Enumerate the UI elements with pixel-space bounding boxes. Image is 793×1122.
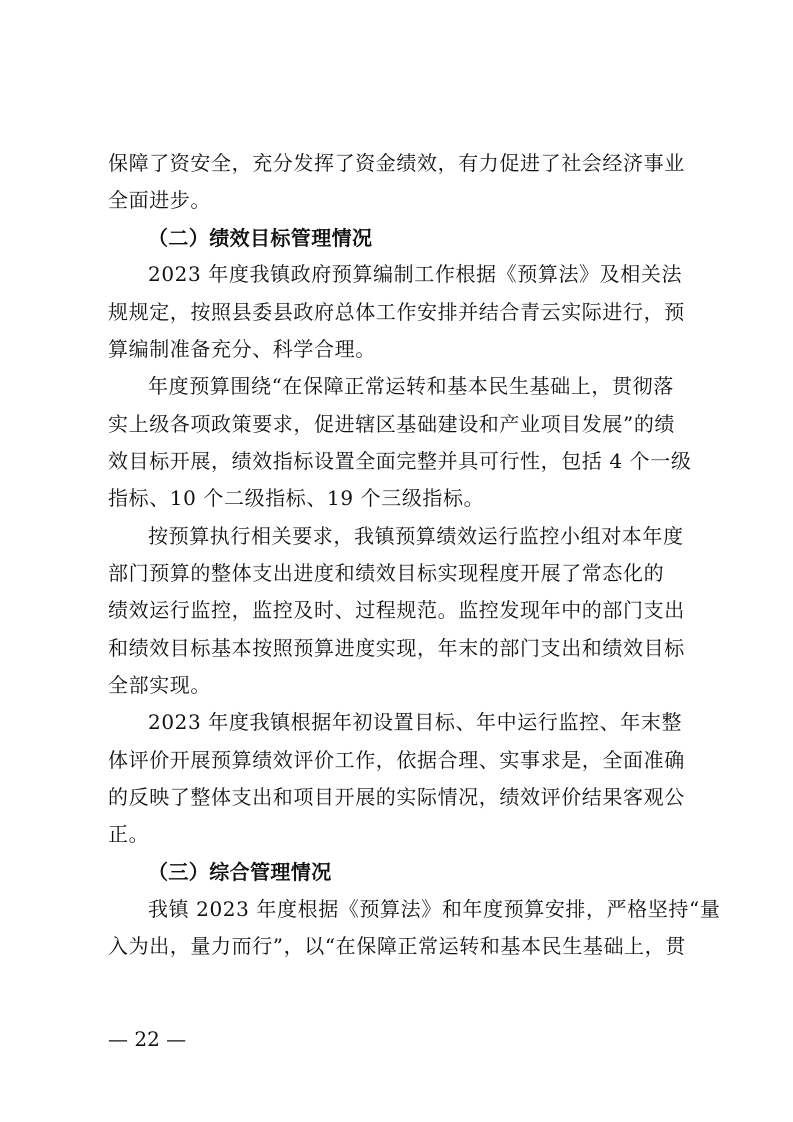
paragraph-line: 部门预算的整体支出进度和绩效目标实现程度开展了常态化的	[108, 561, 665, 585]
section-heading-3: （三）综合管理情况	[148, 860, 332, 884]
paragraph-line: 的反映了整体支出和项目开展的实际情况，绩效评价结果客观公	[108, 785, 685, 809]
paragraph-line: 2023 年度我镇根据年初设置目标、年中运行监控、年末整	[148, 710, 683, 734]
paragraph-line: 算编制准备充分、科学合理。	[108, 337, 376, 361]
paragraph-line: 体评价开展预算绩效评价工作，依据合理、实事求是，全面准确	[108, 748, 685, 772]
paragraph-line: 实上级各项政策要求，促进辖区基础建设和产业项目发展”的绩	[108, 412, 676, 436]
paragraph-line: 规规定，按照县委县政府总体工作安排并结合青云实际进行，预	[108, 300, 685, 324]
paragraph-line: 正。	[108, 822, 150, 846]
paragraph-line: 全面进步。	[108, 188, 211, 212]
paragraph-line: 入为出，量力而行”，以“在保障正常运转和基本民生基础上，贯	[108, 934, 686, 958]
paragraph-line: 全部实现。	[108, 673, 211, 697]
section-heading-2: （二）绩效目标管理情况	[148, 226, 373, 250]
paragraph-line: 效目标开展，绩效指标设置全面完整并具可行性，包括 4 个一级	[108, 449, 692, 473]
paragraph-line: 2023 年度我镇政府预算编制工作根据《预算法》及相关法	[148, 262, 683, 286]
page-number: — 22 —	[108, 1027, 187, 1051]
paragraph-line: 指标、10 个二级指标、19 个三级指标。	[108, 486, 485, 510]
paragraph-line: 保障了资安全，充分发挥了资金绩效，有力促进了社会经济事业	[108, 151, 685, 175]
paragraph-line: 按预算执行相关要求，我镇预算绩效运行监控小组对本年度	[148, 524, 684, 548]
paragraph-line: 绩效运行监控，监控及时、过程规范。监控发现年中的部门支出	[108, 598, 685, 622]
paragraph-line: 我镇 2023 年度根据《预算法》和年度预算安排，严格坚持“量	[148, 897, 721, 921]
paragraph-line: 年度预算围绕“在保障正常运转和基本民生基础上，贯彻落	[148, 374, 674, 398]
paragraph-line: 和绩效目标基本按照预算进度实现，年末的部门支出和绩效目标	[108, 636, 685, 660]
